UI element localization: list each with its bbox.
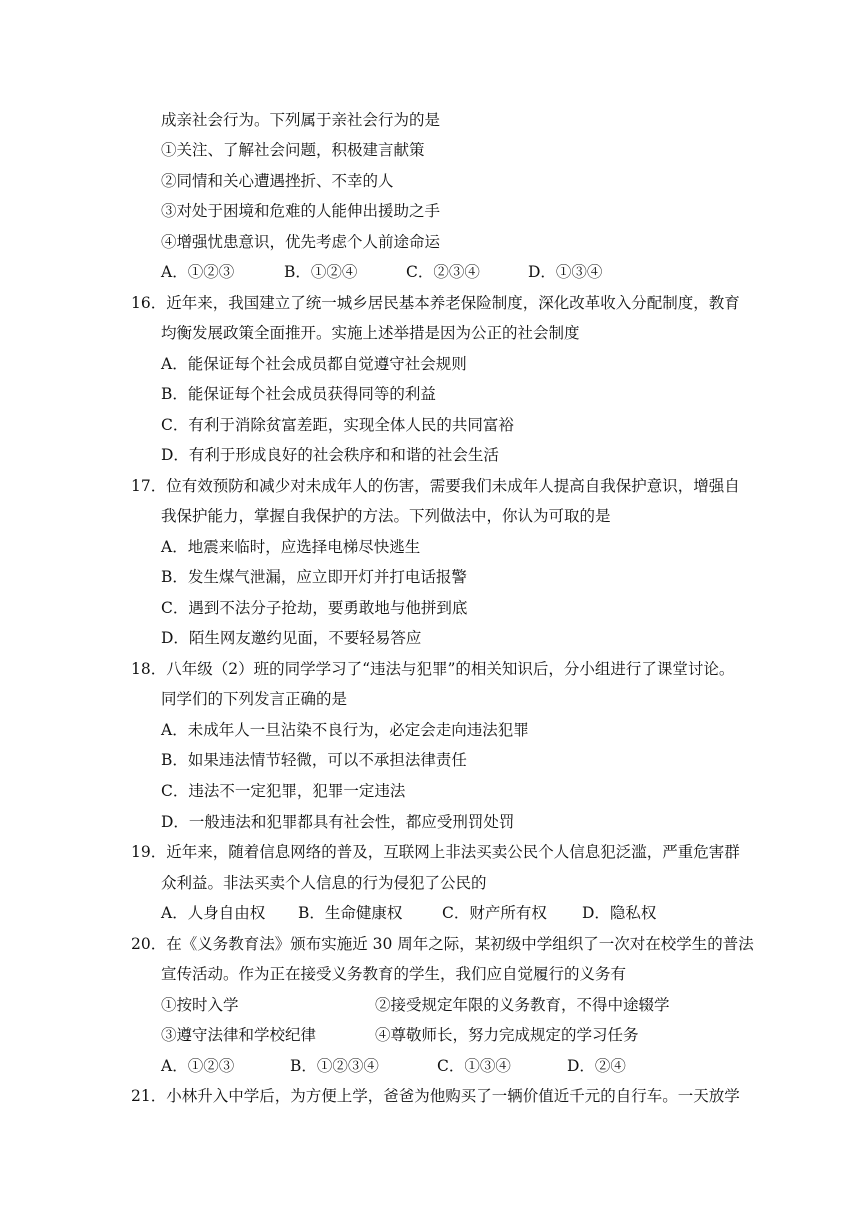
q16-option-d: D．有利于形成良好的社会秩序和和谐的社会生活 bbox=[161, 446, 499, 464]
q15-choice-a: A．①②③ bbox=[161, 263, 235, 281]
q15-stem: 成亲社会行为。下列属于亲社会行为的是 bbox=[161, 111, 441, 129]
q19-stem-2: 众利益。非法买卖个人信息的行为侵犯了公民的 bbox=[161, 874, 487, 892]
q20-choice-c: C．①③④ bbox=[437, 1057, 511, 1075]
q20-choice-a: A．①②③ bbox=[161, 1057, 235, 1075]
q15-choice-c: C．②③④ bbox=[406, 263, 480, 281]
q21-stem-1: 21．小林升入中学后，为方便上学，爸爸为他购买了一辆价值近千元的自行车。一天放学 bbox=[131, 1087, 740, 1105]
q20-item-4: ④尊敬师长，努力完成规定的学习任务 bbox=[375, 1026, 639, 1044]
q16-option-b: B．能保证每个社会成员获得同等的利益 bbox=[161, 385, 436, 403]
q20-stem-2: 宣传活动。作为正在接受义务教育的学生，我们应自觉履行的义务有 bbox=[161, 965, 627, 983]
q20-item-2: ②接受规定年限的义务教育，不得中途辍学 bbox=[375, 996, 670, 1014]
q18-option-d: D．一般违法和犯罪都具有社会性，都应受刑罚处罚 bbox=[161, 813, 515, 831]
q15-item-4: ④增强忧患意识，优先考虑个人前途命运 bbox=[161, 233, 441, 251]
q15-choice-b: B．①②④ bbox=[284, 263, 358, 281]
q20-item-3: ③遵守法律和学校纪律 bbox=[161, 1026, 317, 1044]
q15-item-3: ③对处于困境和危难的人能伸出援助之手 bbox=[161, 202, 441, 220]
q18-option-b: B．如果违法情节轻微，可以不承担法律责任 bbox=[161, 751, 467, 769]
q19-stem-1: 19．近年来，随着信息网络的普及，互联网上非法买卖公民个人信息犯泛滥，严重危害群 bbox=[131, 843, 740, 861]
q15-item-2: ②同情和关心遭遇挫折、不幸的人 bbox=[161, 172, 394, 190]
q16-stem-1: 16．近年来，我国建立了统一城乡居民基本养老保险制度，深化改革收入分配制度，教育 bbox=[131, 294, 740, 312]
q15-item-1: ①关注、了解社会问题，积极建言献策 bbox=[161, 141, 425, 159]
q15-choice-d: D．①③④ bbox=[528, 263, 603, 281]
q17-stem-1: 17．位有效预防和减少对未成年人的伤害，需要我们未成年人提高自我保护意识，增强自 bbox=[131, 477, 740, 495]
q19-choice-c: C．财产所有权 bbox=[442, 904, 547, 922]
q20-stem-1: 20．在《义务教育法》颁布实施近 30 周年之际，某初级中学组织了一次对在校学生的普法 bbox=[131, 935, 754, 953]
q20-choice-d: D．②④ bbox=[567, 1057, 626, 1075]
q19-choice-d: D．隐私权 bbox=[582, 904, 657, 922]
q19-choice-b: B．生命健康权 bbox=[298, 904, 403, 922]
q16-option-a: A．能保证每个社会成员都自觉遵守社会规则 bbox=[161, 355, 467, 373]
q17-option-a: A．地震来临时，应选择电梯尽快逃生 bbox=[161, 538, 421, 556]
q20-item-1: ①按时入学 bbox=[161, 996, 239, 1014]
q19-choice-a: A．人身自由权 bbox=[161, 904, 266, 922]
q17-option-b: B．发生煤气泄漏，应立即开灯并打电话报警 bbox=[161, 568, 467, 586]
q17-option-d: D．陌生网友邀约见面，不要轻易答应 bbox=[161, 629, 422, 647]
q18-stem-2: 同学们的下列发言正确的是 bbox=[161, 690, 348, 708]
q18-stem-1: 18．八年级（2）班的同学学习了“违法与犯罪”的相关知识后，分小组进行了课堂讨论。 bbox=[131, 660, 735, 678]
q18-option-a: A．未成年人一旦沾染不良行为，必定会走向违法犯罪 bbox=[161, 721, 529, 739]
q20-choice-b: B．①②③④ bbox=[290, 1057, 379, 1075]
q17-option-c: C．遇到不法分子抢劫，要勇敢地与他拼到底 bbox=[161, 599, 468, 617]
q16-stem-2: 均衡发展政策全面推开。实施上述举措是因为公正的社会制度 bbox=[161, 324, 580, 342]
q18-option-c: C．违法不一定犯罪，犯罪一定违法 bbox=[161, 782, 406, 800]
q16-option-c: C．有利于消除贫富差距，实现全体人民的共同富裕 bbox=[161, 416, 514, 434]
q17-stem-2: 我保护能力，掌握自我保护的方法。下列做法中，你认为可取的是 bbox=[161, 507, 611, 525]
